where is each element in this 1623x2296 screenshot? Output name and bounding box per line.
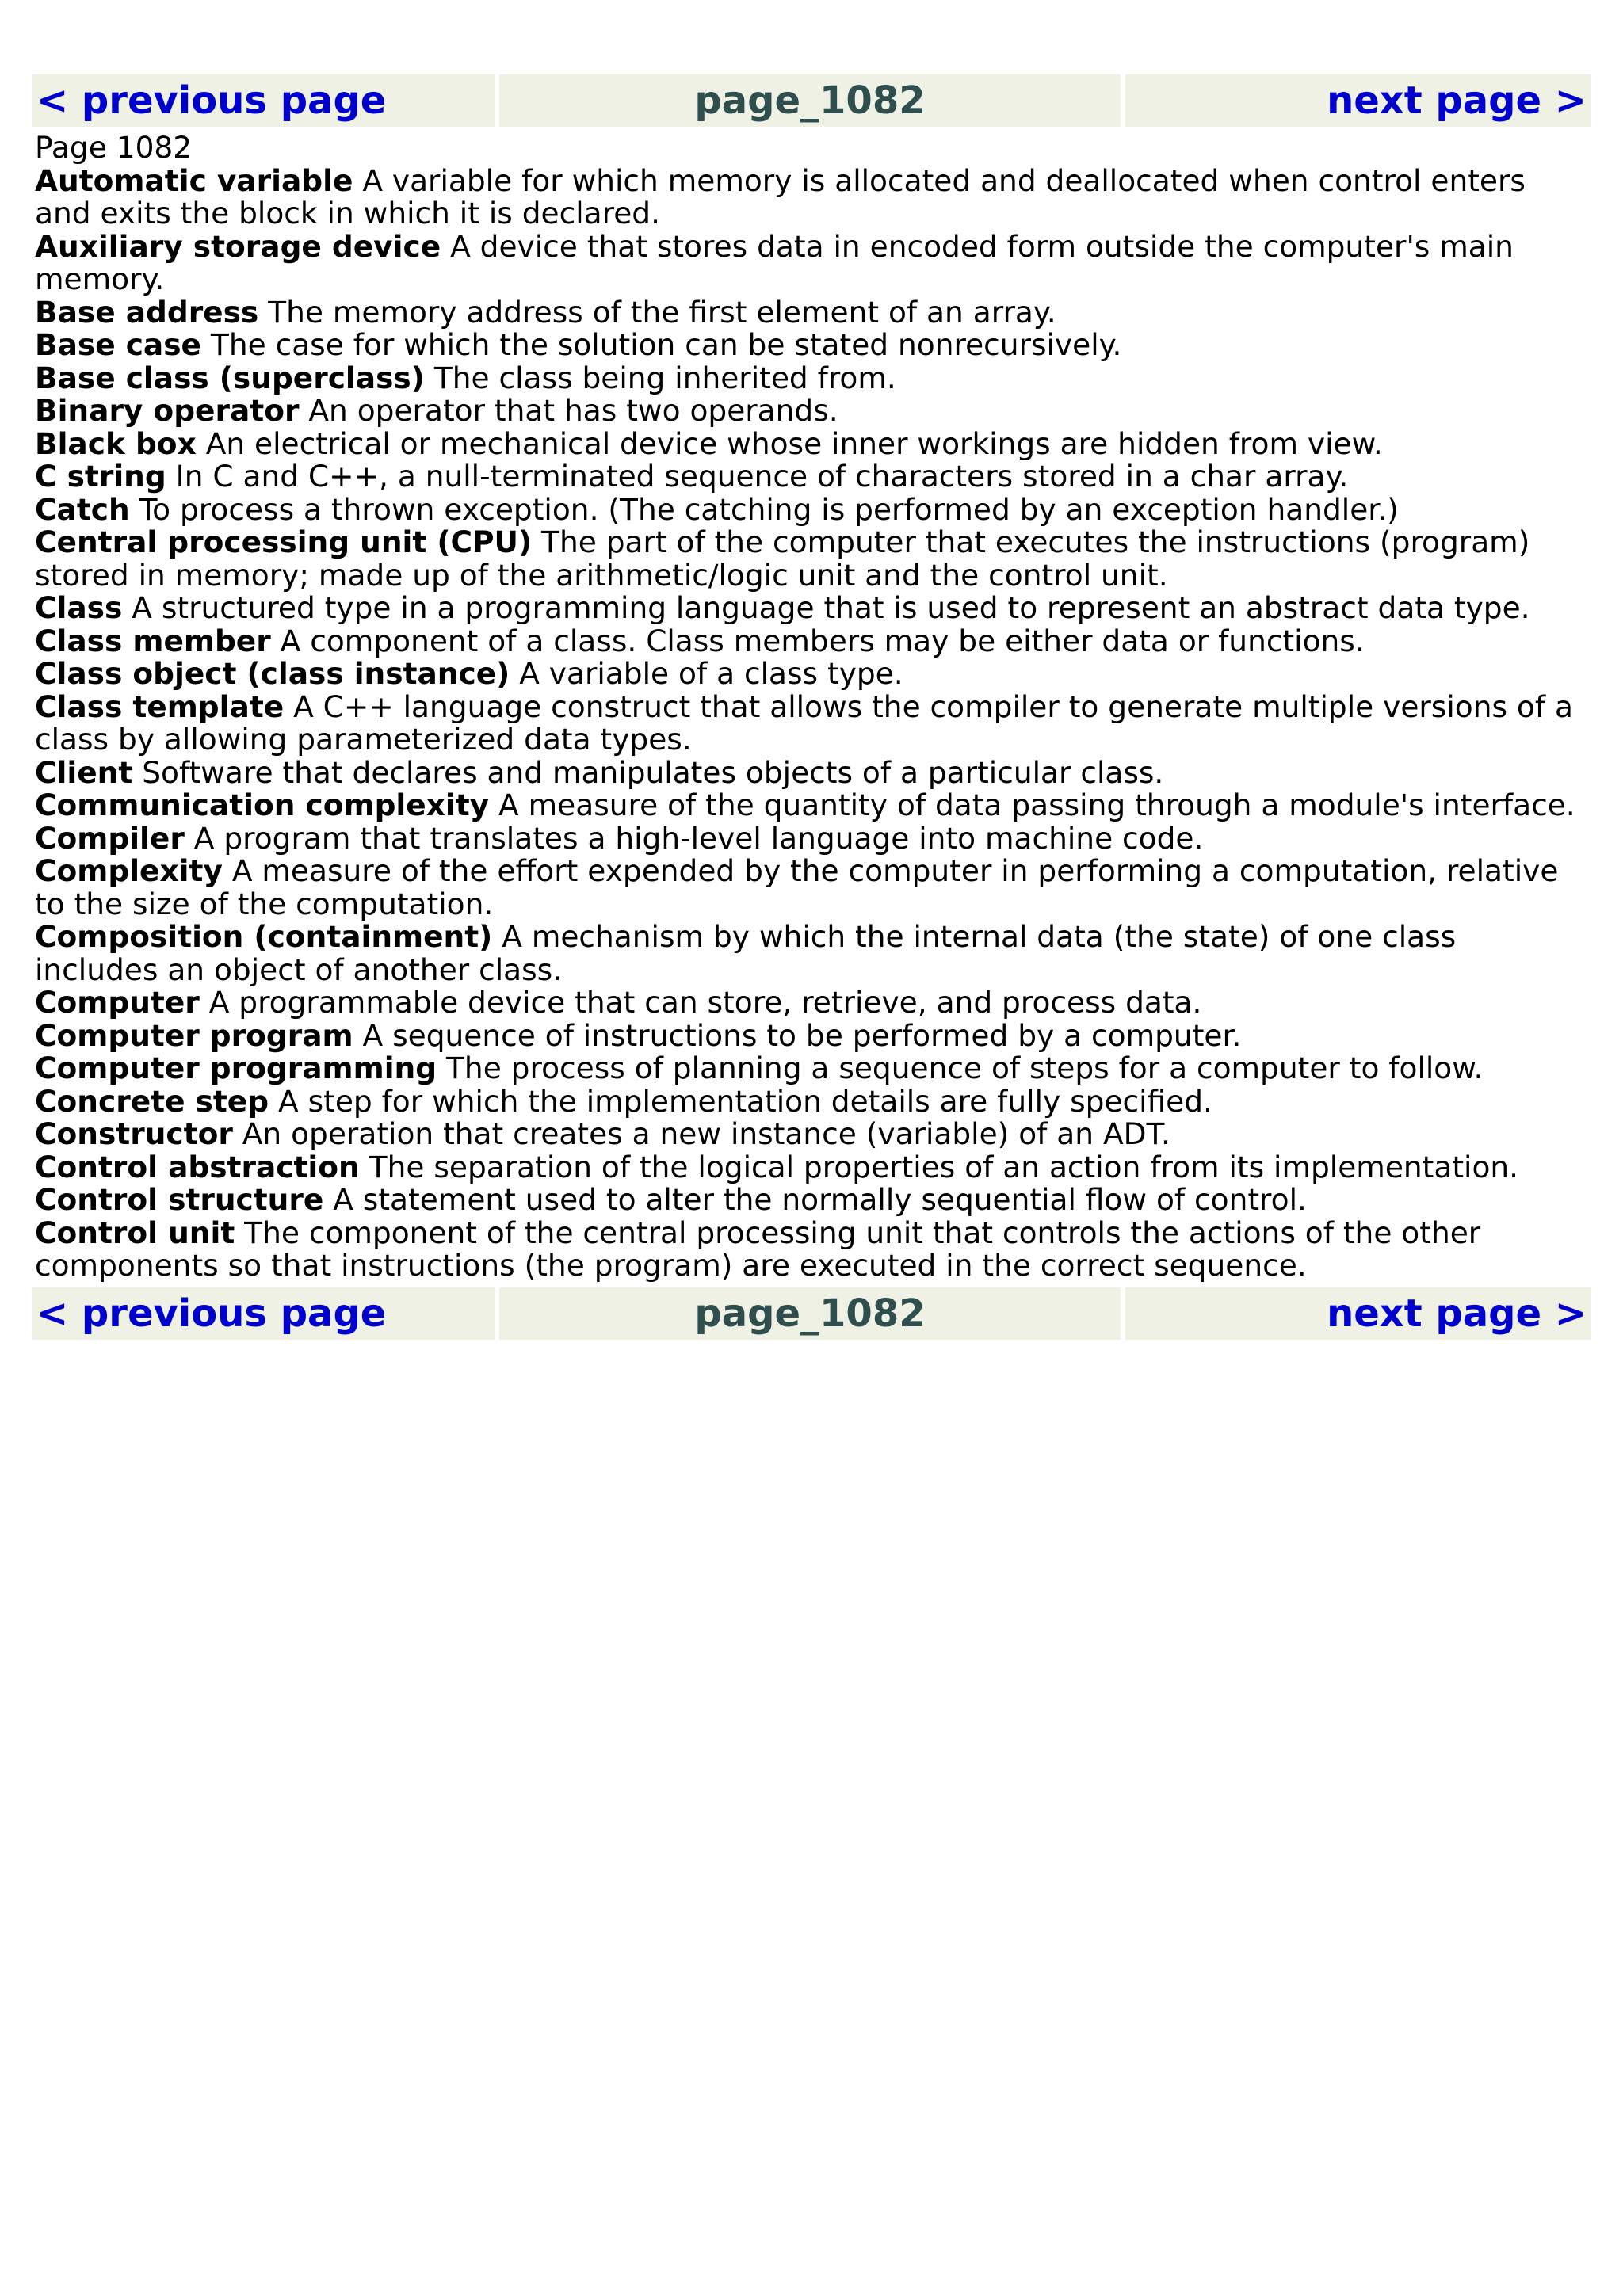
glossary-term: Control abstraction bbox=[35, 1149, 360, 1184]
glossary-entry bbox=[35, 688, 1588, 757]
glossary-entry bbox=[35, 1151, 1588, 1184]
glossary-entry bbox=[35, 1085, 1588, 1119]
page-indicator: page_1082 bbox=[499, 1287, 1121, 1340]
glossary-definition: The class being inherited from. bbox=[433, 360, 896, 395]
glossary-term: Client bbox=[35, 754, 133, 790]
glossary-definition: A sequence of instructions to be performed by a computer. bbox=[362, 1017, 1242, 1053]
glossary-definition: The separation of the logical properties of an action from its implementation. bbox=[369, 1149, 1519, 1184]
glossary-term: Control structure bbox=[35, 1182, 324, 1217]
glossary-definition: A variable for which memory is allocated and deallocated when control enters and exits the block in which it is declared. bbox=[35, 162, 1526, 231]
glossary-term: Black box bbox=[35, 425, 197, 461]
glossary-entry bbox=[35, 1118, 1588, 1151]
glossary-entry bbox=[35, 329, 1588, 362]
glossary-definition: A C++ language construct that allows the compiler to generate multiple versions of a class by allowing parameterized data types. bbox=[35, 688, 1573, 757]
glossary-entry bbox=[35, 789, 1588, 822]
glossary-term: Catch bbox=[35, 491, 130, 527]
glossary-entry bbox=[35, 1017, 1588, 1053]
glossary-term: Binary operator bbox=[35, 393, 300, 428]
glossary-entry bbox=[35, 162, 1588, 231]
glossary-term: Base address bbox=[35, 294, 259, 330]
glossary-definition: To process a thrown exception. (The catching is performed by an exception handler.) bbox=[139, 491, 1399, 527]
glossary-entry bbox=[35, 296, 1588, 330]
glossary-term: Central processing unit (CPU) bbox=[35, 524, 533, 559]
glossary-definition: A variable of a class type. bbox=[519, 656, 903, 691]
glossary-term: Computer bbox=[35, 985, 200, 1020]
glossary-term: C string bbox=[35, 459, 166, 494]
glossary-term: Computer program bbox=[35, 1017, 353, 1053]
glossary-entry bbox=[35, 1184, 1588, 1217]
glossary-entry bbox=[35, 592, 1588, 625]
glossary-entry bbox=[35, 526, 1588, 592]
glossary-definition: A mechanism by which the internal data (the state) of one class includes an object of another class. bbox=[35, 919, 1457, 987]
glossary-term: Automatic variable bbox=[35, 162, 353, 198]
glossary-term: Class member bbox=[35, 623, 271, 658]
glossary-term: Base class (superclass) bbox=[35, 360, 425, 395]
glossary-term: Communication complexity bbox=[35, 788, 490, 822]
bottom-navigation-bar bbox=[32, 1287, 1591, 1340]
glossary-entry bbox=[35, 228, 1588, 296]
glossary-definition: A device that stores data in encoded form outside the computer's main memory. bbox=[35, 228, 1514, 296]
glossary-definition: A step for which the implementation details are fully specified. bbox=[278, 1083, 1212, 1119]
glossary-definition: A program that translates a high-level language into machine code. bbox=[193, 820, 1204, 856]
glossary-definition: A structured type in a programming language that is used to represent an abstract data type. bbox=[132, 590, 1530, 625]
glossary-definition: Software that declares and manipulates objects of a particular class. bbox=[142, 754, 1164, 790]
page-number-label: Page 1082 bbox=[35, 130, 193, 165]
glossary-content bbox=[32, 127, 1591, 1287]
glossary-definition: A measure of the quantity of data passing through a module's interface. bbox=[498, 788, 1575, 822]
glossary-entry bbox=[35, 362, 1588, 395]
previous-page-link[interactable]: < previous page bbox=[32, 74, 495, 127]
glossary-entry bbox=[35, 822, 1588, 856]
glossary-entry bbox=[35, 658, 1588, 691]
glossary-entry bbox=[35, 1217, 1588, 1283]
glossary-entry bbox=[35, 491, 1588, 527]
glossary-entry bbox=[35, 625, 1588, 658]
glossary-definition: The process of planning a sequence of steps for a computer to follow. bbox=[446, 1051, 1484, 1085]
glossary-entry bbox=[35, 754, 1588, 790]
glossary-term: Class bbox=[35, 590, 123, 625]
glossary-definition: The part of the computer that executes the instructions (program) stored in memory; made up of the arithmetic/logic unit and the control unit. bbox=[35, 524, 1530, 593]
glossary-term: Computer programming bbox=[35, 1051, 437, 1085]
glossary-definition: An operator that has two operands. bbox=[308, 393, 838, 428]
glossary-definition: A programmable device that can store, retrieve, and process data. bbox=[208, 985, 1202, 1020]
glossary-definition: A measure of the effort expended by the computer in performing a computation, relative to the size of the computation. bbox=[35, 853, 1559, 921]
glossary-term: Constructor bbox=[35, 1116, 233, 1151]
glossary-definition: A statement used to alter the normally sequential flow of control. bbox=[333, 1182, 1307, 1217]
page-indicator: page_1082 bbox=[499, 74, 1121, 127]
glossary-definition: An electrical or mechanical device whose inner workings are hidden from view. bbox=[205, 425, 1383, 461]
glossary-term: Auxiliary storage device bbox=[35, 228, 441, 264]
glossary-term: Complexity bbox=[35, 853, 223, 888]
glossary-entry bbox=[35, 460, 1588, 494]
glossary-entry bbox=[35, 986, 1588, 1020]
glossary-definition: The case for which the solution can be stated nonrecursively. bbox=[210, 327, 1122, 362]
glossary-entry bbox=[35, 395, 1588, 428]
glossary-entry bbox=[35, 1052, 1588, 1085]
glossary-entry bbox=[35, 855, 1588, 921]
glossary-definition: An operation that creates a new instance (variable) of an ADT. bbox=[242, 1116, 1170, 1151]
glossary-term: Class template bbox=[35, 688, 285, 724]
glossary-definition: The memory address of the first element of an array. bbox=[268, 294, 1056, 330]
glossary-entries bbox=[35, 162, 1588, 1283]
glossary-term: Control unit bbox=[35, 1215, 235, 1250]
next-page-link[interactable]: next page > bbox=[1125, 1287, 1591, 1340]
glossary-definition: In C and C++, a null-terminated sequence of characters stored in a char array. bbox=[175, 459, 1349, 494]
glossary-entry bbox=[35, 921, 1588, 986]
glossary-term: Compiler bbox=[35, 820, 185, 856]
glossary-definition: The component of the central processing unit that controls the actions of the other components so that instructions (the program) are executed in the correct sequence. bbox=[35, 1215, 1481, 1283]
glossary-definition: A component of a class. Class members may be either data or functions. bbox=[280, 623, 1365, 658]
document-page bbox=[32, 74, 1591, 1340]
top-navigation-bar bbox=[32, 74, 1591, 127]
glossary-term: Composition (containment) bbox=[35, 919, 493, 954]
glossary-term: Base case bbox=[35, 327, 201, 362]
glossary-entry bbox=[35, 425, 1588, 461]
glossary-term: Concrete step bbox=[35, 1083, 269, 1119]
previous-page-link[interactable]: < previous page bbox=[32, 1287, 495, 1340]
next-page-link[interactable]: next page > bbox=[1125, 74, 1591, 127]
glossary-term: Class object (class instance) bbox=[35, 656, 510, 691]
